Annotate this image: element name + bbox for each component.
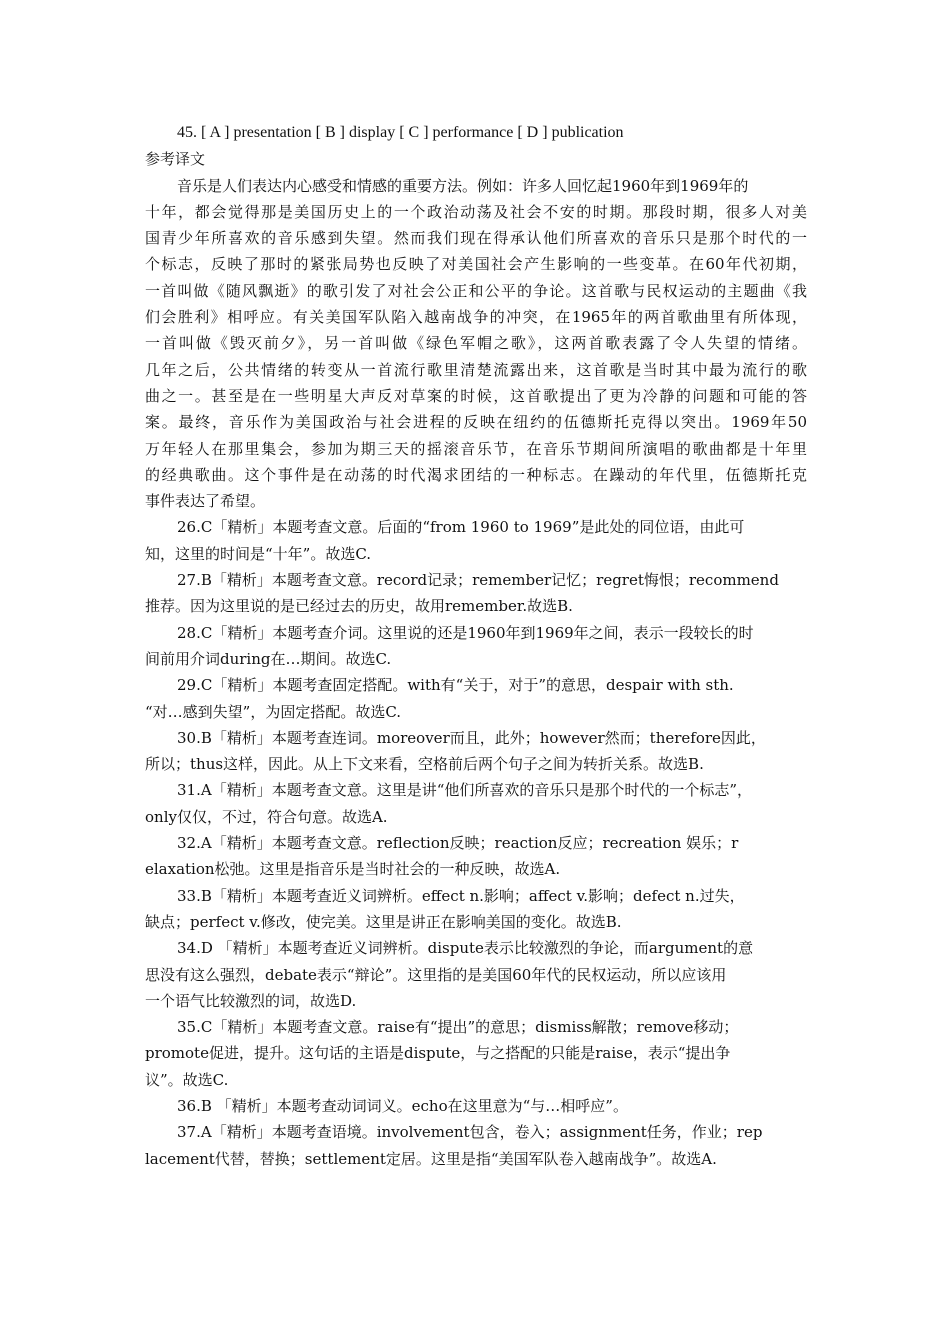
answer-line: 36.B 「精析」本题考查动词词义。echo在这里意为“与…相呼应”。	[177, 1096, 628, 1115]
translation-line: 一首叫做《随风飘逝》的歌引发了对社会公正和公平的争论。这首歌与民权运动的主题曲《我	[145, 281, 807, 300]
answer-line: lacement代替，替换；settlement定居。这里是指“美国军队卷入越南战争”。故选A.	[145, 1149, 717, 1168]
answer-line: 26.C「精析」本题考查文意。后面的“from 1960 to 1969”是此处的同位语，由此可	[177, 518, 745, 537]
answer-35	[145, 1014, 807, 1093]
translation-line: 几年之后，公共情绪的转变从一首流行歌里清楚流露出来，这首歌是当时其中最为流行的歌	[145, 360, 807, 379]
answer-26	[145, 514, 807, 567]
translation-heading: 参考译文	[145, 150, 206, 169]
answer-line: 所以；thus这样，因此。从上下文来看，空格前后两个句子之间为转折关系。故选B.	[145, 755, 704, 774]
answer-33	[145, 883, 807, 936]
answer-line: 28.C「精析」本题考查介词。这里说的还是1960年到1969年之间，表示一段较长的时	[177, 623, 754, 642]
question-45-options: 45. [ A ] presentation [ B ] display [ C ] performance [ D ] publication	[177, 124, 624, 141]
answer-29	[145, 672, 807, 725]
answer-line: 一个语气比较激烈的词，故选D.	[145, 991, 357, 1010]
translation-line: 们会胜利》相呼应。有关美国军队陷入越南战争的冲突，在1965年的两首歌曲里有所体现，	[145, 308, 807, 327]
translation-line: 事件表达了希望。	[145, 492, 266, 511]
translation-line: 万年轻人在那里集会，参加为期三天的摇滚音乐节，在音乐节期间所演唱的歌曲都是十年里	[145, 439, 807, 458]
answer-27	[145, 567, 807, 620]
answer-line: 27.B「精析」本题考查文意。record记录；remember记忆；regret悔恨；recommend	[177, 571, 779, 590]
answer-line: 32.A「精析」本题考查文意。reflection反映；reaction反应；recreation 娱乐；r	[177, 834, 739, 853]
document-page	[145, 120, 807, 1172]
translation-line: 个标志，反映了那时的紧张局势也反映了对美国社会产生影响的一些变革。在60年代初期，	[145, 255, 807, 274]
answer-line: 议”。故选C.	[145, 1070, 229, 1089]
answer-line: 思没有这么强烈，debate表示“辩论”。这里指的是美国60年代的民权运动，所以应该用	[145, 965, 727, 984]
answer-line: 29.C「精析」本题考查固定搭配。with有“关于，对于”的意思，despair with sth.	[177, 676, 734, 695]
answer-36	[145, 1093, 807, 1119]
answer-28	[145, 620, 807, 673]
answer-line: “对…感到失望”，为固定搭配。故选C.	[145, 702, 402, 721]
translation-line: 的经典歌曲。这个事件是在动荡的时代渴求团结的一种标志。在躁动的年代里，伍德斯托克	[145, 465, 807, 484]
answer-34	[145, 935, 807, 1014]
answer-line: 35.C「精析」本题考查文意。raise有“提出”的意思；dismiss解散；remove移动；	[177, 1018, 739, 1037]
answer-line: 30.B「精析」本题考查连词。moreover而且，此外；however然而；therefore因此，	[177, 728, 766, 747]
answer-31	[145, 777, 807, 830]
answer-30	[145, 725, 807, 778]
translation-line: 国青少年所喜欢的音乐感到失望。然而我们现在得承认他们所喜欢的音乐只是那个时代的一	[145, 229, 807, 248]
answer-37	[145, 1119, 807, 1172]
answer-line: 缺点；perfect v.修改，使完美。这里是讲正在影响美国的变化。故选B.	[145, 912, 622, 931]
translation-line: 音乐是人们表达内心感受和情感的重要方法。例如：许多人回忆起1960年到1969年的	[177, 176, 749, 195]
translation-line: 一首叫做《毁灭前夕》，另一首叫做《绿色军帽之歌》，这两首歌表露了令人失望的情绪。	[145, 334, 807, 353]
answer-line: 知，这里的时间是“十年”。故选C.	[145, 544, 372, 563]
answer-line: 31.A「精析」本题考查文意。这里是讲“他们所喜欢的音乐只是那个时代的一个标志”，	[177, 781, 753, 800]
answer-line: 34.D 「精析」本题考查近义词辨析。dispute表示比较激烈的争论，而argument的意	[177, 939, 754, 958]
translation-paragraph	[145, 173, 807, 515]
translation-line: 案。最终，音乐作为美国政治与社会进程的反映在纽约的伍德斯托克得以突出。1969年50	[145, 413, 807, 432]
answer-line: 33.B「精析」本题考查近义词辨析。effect n.影响；affect v.影响；defect n.过失，	[177, 886, 745, 905]
answer-32	[145, 830, 807, 883]
answer-line: only仅仅，不过，符合句意。故选A.	[145, 807, 388, 826]
answer-line: 间前用介词during在…期间。故选C.	[145, 649, 392, 668]
translation-line: 十年，都会觉得那是美国历史上的一个政治动荡及社会不安的时期。那段时期，很多人对美	[145, 202, 807, 221]
answer-line: 37.A「精析」本题考查语境。involvement包含，卷入；assignment任务，作业；rep	[177, 1123, 763, 1142]
answer-line: promote促进，提升。这句话的主语是dispute，与之搭配的只能是raise，表示“提出争	[145, 1044, 731, 1063]
translation-line: 曲之一。甚至是在一些明星大声反对草案的时候，这首歌提出了更为冷静的问题和可能的答	[145, 386, 807, 405]
answer-line: elaxation松弛。这里是指音乐是当时社会的一种反映，故选A.	[145, 860, 561, 879]
answer-line: 推荐。因为这里说的是已经过去的历史，故用remember.故选B.	[145, 597, 573, 616]
